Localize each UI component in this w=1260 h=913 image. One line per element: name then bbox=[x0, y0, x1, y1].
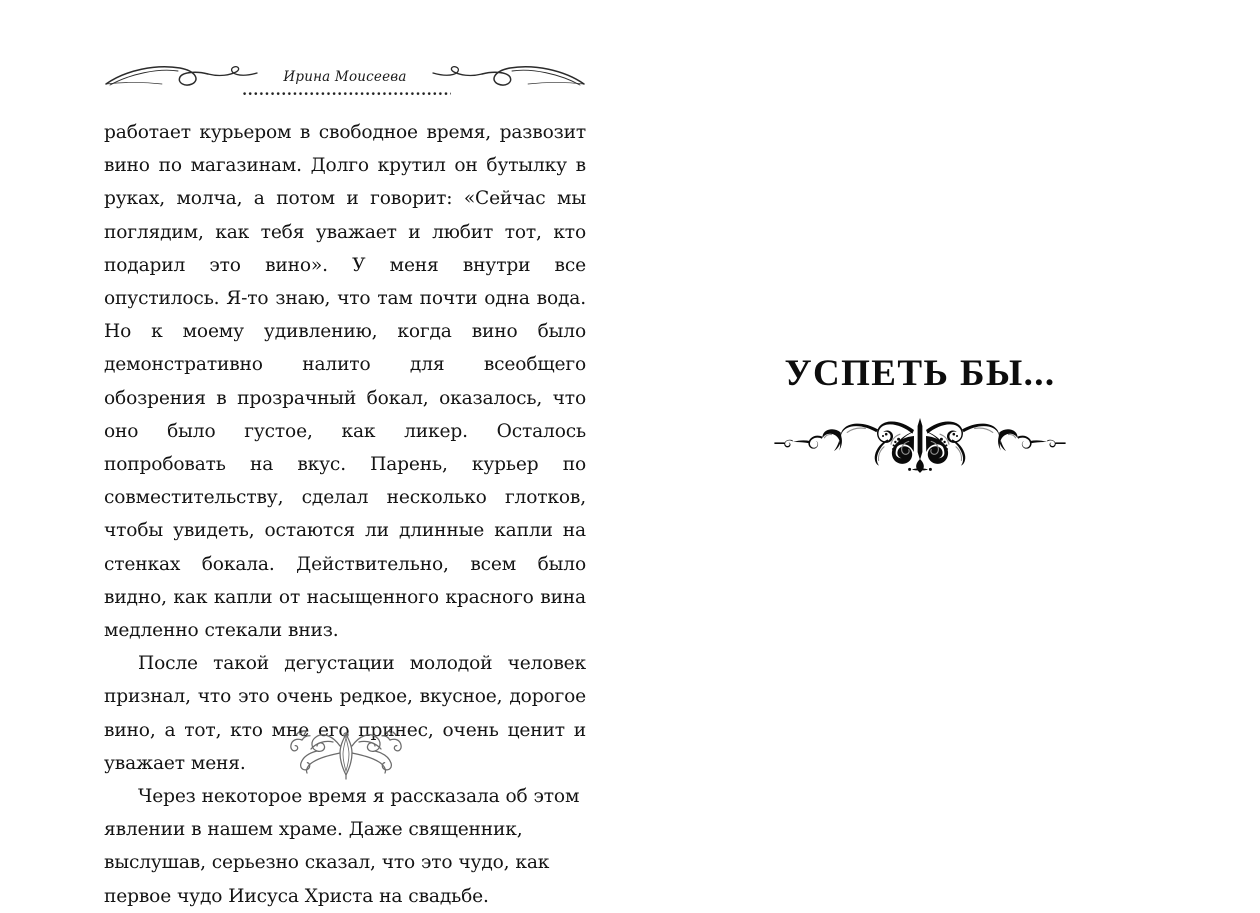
author-name: Ирина Моисеева bbox=[275, 69, 414, 85]
paragraph: Через некоторое время я рассказала об этом явлении в нашем храме. Даже священник, выслушав, серьезно сказал, что это чудо, как первое чудо Иисуса Христа на свадьбе. bbox=[104, 786, 580, 907]
paragraph: После такой дегустации молодой человек признал, что это очень редкое, вкусное, дорогое вино, а тот, кто мне его принес, очень ценит и уважает меня. bbox=[104, 653, 586, 774]
floral-ornament-black-icon bbox=[748, 412, 1092, 474]
body-text bbox=[104, 116, 586, 913]
scroll-ornament-gray-icon bbox=[283, 726, 409, 782]
chapter-title: УСПЕТЬ БЫ... bbox=[784, 353, 1056, 394]
left-page bbox=[0, 0, 630, 907]
running-head-row bbox=[104, 62, 586, 92]
running-head bbox=[104, 62, 586, 102]
paragraph: работает курьером в свободное время, развозит вино по магазинам. Долго крутил он бутылку в руках, молча, а потом и говорит: «Сейчас мы поглядим, как тебя уважает и любит тот, кто подарил это вино». У меня внутри все опустилось. Я-то знаю, что там почти одна вода. Но к моему удивлению, когда вино было демонстративно налито для всеобщего обозрения в прозрачный бокал, оказалось, что оно было густое, как ликер. Осталось попробовать на вкус. Парень, курьер по совместительству, сделал несколько глотков, чтобы увидеть, остаются ли длинные капли на стенках бокала. Действительно, всем было видно, как капли от насыщенного красного вина медленно стекали вниз. bbox=[104, 122, 586, 642]
flourish-swash-right-icon bbox=[426, 62, 586, 92]
dotted-rule-icon bbox=[243, 92, 451, 98]
flourish-swash-left-icon bbox=[104, 62, 264, 92]
